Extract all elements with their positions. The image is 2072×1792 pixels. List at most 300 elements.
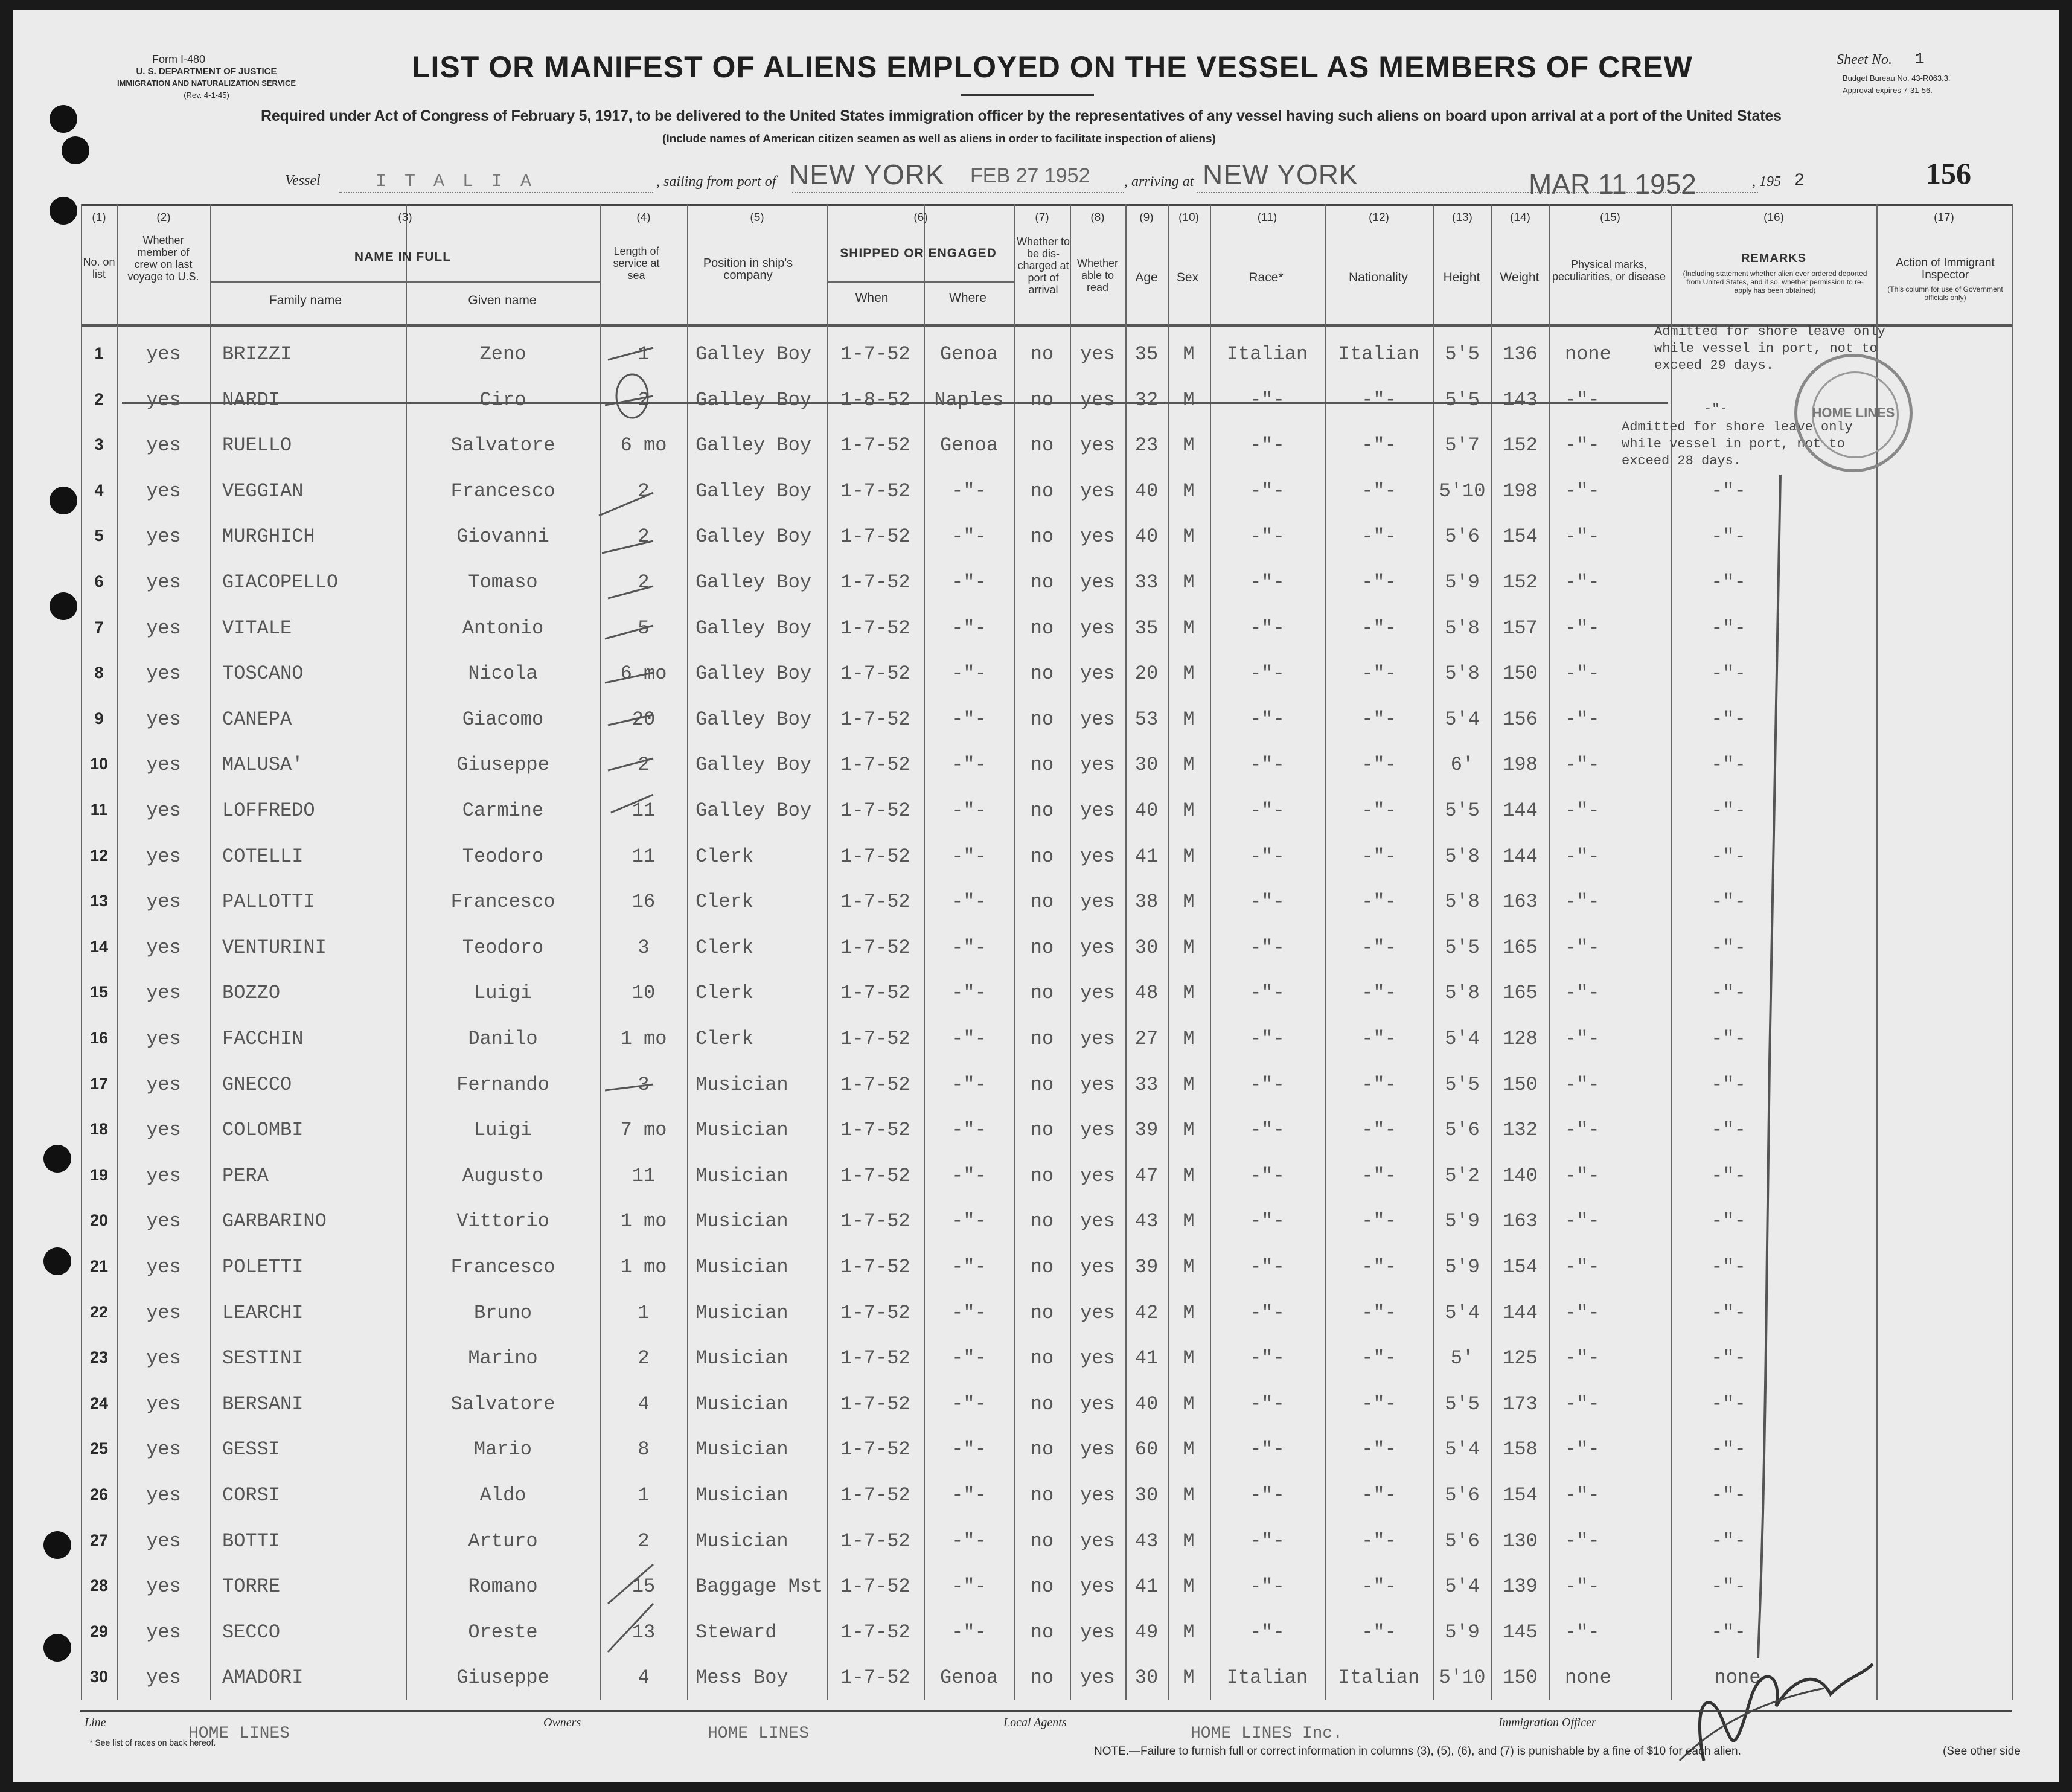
cell-race: -"- xyxy=(1250,1164,1285,1187)
cell-family: GESSI xyxy=(222,1438,281,1461)
cell-where: -"- xyxy=(951,1210,986,1233)
page-number: 156 xyxy=(1926,156,1971,190)
cell-sex: M xyxy=(1183,1347,1195,1370)
cell-nationality: -"- xyxy=(1361,434,1396,457)
cell-discharged: no xyxy=(1030,434,1054,457)
cell-sex: M xyxy=(1183,891,1195,914)
cell-read: yes xyxy=(1080,1484,1115,1506)
cell-remarks: -"- xyxy=(1711,708,1746,731)
cell-nationality: -"- xyxy=(1361,1164,1396,1187)
agency-line: U. S. DEPARTMENT OF JUSTICE xyxy=(136,66,277,77)
cell-age: 53 xyxy=(1134,708,1159,731)
cell-discharged: no xyxy=(1030,982,1054,1005)
cell-length: 11 xyxy=(632,1164,656,1187)
cell-member: yes xyxy=(146,1210,181,1233)
cell-sex: M xyxy=(1183,1575,1195,1598)
cell-weight: 144 xyxy=(1503,1301,1538,1324)
cell-marks: -"- xyxy=(1565,845,1600,868)
cell-discharged: no xyxy=(1030,1621,1054,1643)
row-number: 20 xyxy=(89,1211,109,1230)
cell-weight: 145 xyxy=(1503,1621,1538,1643)
cell-remarks: -"- xyxy=(1711,662,1746,685)
cell-remarks: -"- xyxy=(1711,1438,1746,1461)
cell-position: Galley Boy xyxy=(695,388,812,411)
cell-sex: M xyxy=(1183,1529,1195,1552)
cell-marks: -"- xyxy=(1565,1347,1600,1370)
cell-position: Musician xyxy=(695,1210,788,1233)
cell-remarks: -"- xyxy=(1711,1164,1746,1187)
cell-where: -"- xyxy=(951,1484,986,1506)
cell-height: 5'4 xyxy=(1445,1575,1480,1598)
cell-nationality: -"- xyxy=(1361,525,1396,548)
cell-family: PALLOTTI xyxy=(222,891,315,914)
cell-remarks: -"- xyxy=(1711,1529,1746,1552)
cell-age: 39 xyxy=(1134,1256,1159,1278)
cell-nationality: -"- xyxy=(1361,1256,1396,1278)
cell-weight: 130 xyxy=(1503,1529,1538,1552)
budget-line: Budget Bureau No. 43-R063.3. xyxy=(1843,74,1951,83)
cell-height: 5'5 xyxy=(1445,1073,1480,1096)
col-header-height: Height xyxy=(1443,270,1480,284)
cell-position: Musician xyxy=(695,1256,788,1278)
cell-age: 30 xyxy=(1134,936,1159,959)
manifest-sheet xyxy=(13,10,2059,1782)
cell-when: 1-7-52 xyxy=(840,754,910,776)
cell-family: GARBARINO xyxy=(222,1210,327,1233)
cell-member: yes xyxy=(146,1347,181,1370)
cell-given: Salvatore xyxy=(450,1392,555,1415)
cell-where: -"- xyxy=(951,982,986,1005)
cell-discharged: no xyxy=(1030,799,1054,822)
cell-position: Galley Boy xyxy=(695,525,812,548)
row-number: 7 xyxy=(94,618,104,636)
cell-position: Musician xyxy=(695,1164,788,1187)
cell-nationality: -"- xyxy=(1361,754,1396,776)
row-number: 27 xyxy=(89,1531,109,1549)
cell-marks: -"- xyxy=(1565,1438,1600,1461)
budget-line: Approval expires 7-31-56. xyxy=(1843,86,1933,95)
cell-discharged: no xyxy=(1030,616,1054,639)
cell-position: Galley Boy xyxy=(695,343,812,365)
row-number: 12 xyxy=(89,846,109,865)
cell-family: BOZZO xyxy=(222,982,281,1005)
cell-position: Galley Boy xyxy=(695,479,812,502)
cell-weight: 152 xyxy=(1503,571,1538,594)
cell-height: 5'7 xyxy=(1445,434,1480,457)
cell-nationality: -"- xyxy=(1361,616,1396,639)
column-number: (15) xyxy=(1600,211,1620,224)
cell-discharged: no xyxy=(1030,754,1054,776)
cell-family: PERA xyxy=(222,1164,269,1187)
cell-when: 1-7-52 xyxy=(840,662,910,685)
cell-position: Musician xyxy=(695,1438,788,1461)
row-number: 11 xyxy=(90,801,108,819)
cell-age: 43 xyxy=(1134,1210,1159,1233)
cell-height: 5'5 xyxy=(1445,936,1480,959)
cell-where: -"- xyxy=(951,1028,986,1050)
col-header-name: NAME IN FULL xyxy=(354,250,452,264)
cell-height: 5'6 xyxy=(1445,1484,1480,1506)
cell-read: yes xyxy=(1080,525,1115,548)
cell-where: Genoa xyxy=(939,343,998,365)
cell-length: 3 xyxy=(638,936,650,959)
cell-family: VEGGIAN xyxy=(222,479,304,502)
cell-member: yes xyxy=(146,936,181,959)
cell-where: Naples xyxy=(934,388,1004,411)
cell-read: yes xyxy=(1080,1301,1115,1324)
cell-length: 4 xyxy=(638,1392,650,1415)
cell-family: VITALE xyxy=(222,616,292,639)
cell-sex: M xyxy=(1183,1301,1195,1324)
cell-sex: M xyxy=(1183,1164,1195,1187)
cell-read: yes xyxy=(1080,662,1115,685)
col-header-physical: Physical marks, peculiarities, or disease xyxy=(1552,258,1666,283)
cell-where: -"- xyxy=(951,1347,986,1370)
cell-race: -"- xyxy=(1250,571,1285,594)
sailing-label: , sailing from port of xyxy=(656,174,776,190)
cell-read: yes xyxy=(1080,1210,1115,1233)
cell-race: -"- xyxy=(1250,799,1285,822)
cell-member: yes xyxy=(146,1575,181,1598)
cell-discharged: no xyxy=(1030,1073,1054,1096)
cell-height: 5'4 xyxy=(1445,1301,1480,1324)
cell-nationality: -"- xyxy=(1361,1392,1396,1415)
cell-race: -"- xyxy=(1250,1347,1285,1370)
cell-nationality: Italian xyxy=(1338,343,1420,365)
year-value: 2 xyxy=(1794,171,1805,190)
cell-when: 1-8-52 xyxy=(840,388,910,411)
column-number: (2) xyxy=(156,211,171,224)
cell-given: Francesco xyxy=(450,1256,555,1278)
cell-nationality: -"- xyxy=(1361,1575,1396,1598)
cell-age: 27 xyxy=(1134,1028,1159,1050)
cell-discharged: no xyxy=(1030,1210,1054,1233)
cell-family: COTELLI xyxy=(222,845,304,868)
cell-family: COLOMBI xyxy=(222,1119,304,1142)
cell-remarks: -"- xyxy=(1711,754,1746,776)
cell-nationality: -"- xyxy=(1361,982,1396,1005)
remarks-note-shore-leave: Admitted for shore leave only while vessel in port, not to exceed 28 days. xyxy=(1622,420,1853,469)
cell-remarks: -"- xyxy=(1711,982,1746,1005)
pencil-mark xyxy=(13,10,2059,1782)
column-number: (8) xyxy=(1090,211,1105,224)
cell-remarks: none xyxy=(1714,1666,1761,1689)
cell-given: Francesco xyxy=(450,891,555,914)
cell-height: 5'4 xyxy=(1445,708,1480,731)
col-header-member: Whether member of crew on last voyage to U.S. xyxy=(127,234,199,283)
cell-when: 1-7-52 xyxy=(840,1575,910,1598)
col-header-remarks: REMARKS xyxy=(1741,252,1807,265)
cell-discharged: no xyxy=(1030,891,1054,914)
cell-given: Zeno xyxy=(479,343,526,365)
cell-when: 1-7-52 xyxy=(840,1210,910,1233)
cell-weight: 163 xyxy=(1503,891,1538,914)
cell-weight: 198 xyxy=(1503,754,1538,776)
col-header-where: Where xyxy=(949,291,986,305)
cell-marks: -"- xyxy=(1565,1164,1600,1187)
cell-read: yes xyxy=(1080,1575,1115,1598)
cell-marks: -"- xyxy=(1565,754,1600,776)
cell-length: 1 xyxy=(638,343,650,365)
cell-marks: -"- xyxy=(1565,1073,1600,1096)
cell-race: -"- xyxy=(1250,891,1285,914)
cell-member: yes xyxy=(146,1164,181,1187)
cell-remarks: -"- xyxy=(1711,1575,1746,1598)
home-lines-seal-text: HOME LINES xyxy=(1812,405,1895,420)
cell-position: Galley Boy xyxy=(695,754,812,776)
cell-member: yes xyxy=(146,1256,181,1278)
cell-height: 5'5 xyxy=(1445,799,1480,822)
cell-read: yes xyxy=(1080,388,1115,411)
cell-age: 39 xyxy=(1134,1119,1159,1142)
cell-discharged: no xyxy=(1030,1392,1054,1415)
cell-marks: -"- xyxy=(1565,936,1600,959)
cell-when: 1-7-52 xyxy=(840,1347,910,1370)
cell-race: -"- xyxy=(1250,1484,1285,1506)
cell-remarks: -"- xyxy=(1711,571,1746,594)
cell-nationality: -"- xyxy=(1361,1438,1396,1461)
cell-discharged: no xyxy=(1030,388,1054,411)
cell-length: 2 xyxy=(638,388,650,411)
cell-where: -"- xyxy=(951,1073,986,1096)
cell-family: SESTINI xyxy=(222,1347,304,1370)
cell-when: 1-7-52 xyxy=(840,708,910,731)
cell-length: 7 mo xyxy=(620,1119,667,1142)
cell-position: Clerk xyxy=(695,936,754,959)
cell-given: Luigi xyxy=(473,982,532,1005)
cell-read: yes xyxy=(1080,1164,1115,1187)
row-number: 25 xyxy=(89,1439,109,1458)
cell-remarks: -"- xyxy=(1711,845,1746,868)
cell-sex: M xyxy=(1183,434,1195,457)
sailing-port-stamp: NEW YORK xyxy=(789,159,945,190)
cell-given: Vittorio xyxy=(456,1210,549,1233)
cell-where: -"- xyxy=(951,662,986,685)
cell-sex: M xyxy=(1183,1666,1195,1689)
cell-remarks: -"- xyxy=(1711,1073,1746,1096)
column-number: (5) xyxy=(750,211,764,224)
cell-marks: -"- xyxy=(1565,1119,1600,1142)
cell-length: 1 mo xyxy=(620,1256,667,1278)
cell-nationality: -"- xyxy=(1361,799,1396,822)
cell-weight: 132 xyxy=(1503,1119,1538,1142)
cell-member: yes xyxy=(146,616,181,639)
cell-sex: M xyxy=(1183,662,1195,685)
cell-age: 47 xyxy=(1134,1164,1159,1187)
cell-family: POLETTI xyxy=(222,1256,304,1278)
cell-where: -"- xyxy=(951,1119,986,1142)
cell-position: Clerk xyxy=(695,891,754,914)
row-number: 17 xyxy=(89,1074,109,1093)
cell-when: 1-7-52 xyxy=(840,1666,910,1689)
cell-marks: -"- xyxy=(1565,1028,1600,1050)
cell-member: yes xyxy=(146,1119,181,1142)
cell-sex: M xyxy=(1183,982,1195,1005)
cell-discharged: no xyxy=(1030,708,1054,731)
column-number: (13) xyxy=(1452,211,1472,224)
subtitle-note: (Include names of American citizen seamen as well as aliens in order to facilitate inspection of aliens) xyxy=(662,133,1216,146)
cell-when: 1-7-52 xyxy=(840,891,910,914)
cell-given: Oreste xyxy=(468,1621,538,1643)
cell-marks: -"- xyxy=(1565,1529,1600,1552)
cell-height: 5'9 xyxy=(1445,1210,1480,1233)
cell-sex: M xyxy=(1183,1484,1195,1506)
cell-family: SECCO xyxy=(222,1621,281,1643)
cell-sex: M xyxy=(1183,1392,1195,1415)
cell-race: -"- xyxy=(1250,1256,1285,1278)
row-number: 29 xyxy=(89,1622,109,1640)
cell-race: -"- xyxy=(1250,1621,1285,1643)
cell-length: 1 xyxy=(638,1301,650,1324)
cell-sex: M xyxy=(1183,1621,1195,1643)
col-header-no: No. on list xyxy=(83,256,115,280)
cell-member: yes xyxy=(146,891,181,914)
cell-sex: M xyxy=(1183,754,1195,776)
arrival-date-stamp: MAR 11 1952 xyxy=(1529,168,1696,200)
cell-discharged: no xyxy=(1030,525,1054,548)
cell-race: -"- xyxy=(1250,845,1285,868)
cell-height: 5'9 xyxy=(1445,571,1480,594)
cell-where: -"- xyxy=(951,525,986,548)
cell-position: Galley Boy xyxy=(695,434,812,457)
col-header-sex: Sex xyxy=(1176,270,1199,284)
row-number: 16 xyxy=(89,1029,109,1047)
cell-age: 33 xyxy=(1134,571,1159,594)
cell-when: 1-7-52 xyxy=(840,799,910,822)
cell-nationality: -"- xyxy=(1361,1484,1396,1506)
cell-length: 20 xyxy=(632,708,656,731)
footer-owners-value: HOME LINES xyxy=(708,1724,810,1743)
cell-sex: M xyxy=(1183,708,1195,731)
row-number: 9 xyxy=(94,709,104,728)
cell-given: Augusto xyxy=(462,1164,544,1187)
cell-read: yes xyxy=(1080,1073,1115,1096)
cell-where: -"- xyxy=(951,1438,986,1461)
cell-read: yes xyxy=(1080,479,1115,502)
cell-position: Clerk xyxy=(695,845,754,868)
cell-sex: M xyxy=(1183,799,1195,822)
column-number: (6) xyxy=(913,211,928,224)
cell-marks: -"- xyxy=(1565,616,1600,639)
cell-member: yes xyxy=(146,1621,181,1643)
cell-read: yes xyxy=(1080,571,1115,594)
cell-nationality: -"- xyxy=(1361,891,1396,914)
cell-race: -"- xyxy=(1250,434,1285,457)
cell-sex: M xyxy=(1183,479,1195,502)
cell-age: 42 xyxy=(1134,1301,1159,1324)
cell-sex: M xyxy=(1183,936,1195,959)
vessel-label: Vessel xyxy=(285,173,321,188)
cell-discharged: no xyxy=(1030,479,1054,502)
cell-where: -"- xyxy=(951,1575,986,1598)
cell-member: yes xyxy=(146,1484,181,1506)
cell-member: yes xyxy=(146,1301,181,1324)
cell-member: yes xyxy=(146,708,181,731)
cell-given: Antonio xyxy=(462,616,544,639)
row-number: 4 xyxy=(94,481,104,499)
cell-read: yes xyxy=(1080,799,1115,822)
cell-marks: none xyxy=(1565,343,1611,365)
cell-given: Salvatore xyxy=(450,434,555,457)
column-number: (4) xyxy=(636,211,651,224)
cell-given: Nicola xyxy=(468,662,538,685)
column-number: (9) xyxy=(1139,211,1154,224)
cell-weight: 154 xyxy=(1503,1484,1538,1506)
cell-height: 5'9 xyxy=(1445,1256,1480,1278)
cell-family: RUELLO xyxy=(222,434,292,457)
arriving-label: , arriving at xyxy=(1124,174,1194,190)
cell-remarks: -"- xyxy=(1711,1119,1746,1142)
cell-discharged: no xyxy=(1030,1256,1054,1278)
cell-marks: -"- xyxy=(1565,1392,1600,1415)
row-number: 8 xyxy=(94,664,104,682)
cell-position: Clerk xyxy=(695,1028,754,1050)
cell-race: -"- xyxy=(1250,1028,1285,1050)
cell-length: 6 mo xyxy=(620,434,667,457)
cell-where: -"- xyxy=(951,1164,986,1187)
cell-where: -"- xyxy=(951,754,986,776)
col-header-nationality: Nationality xyxy=(1348,270,1409,284)
cell-read: yes xyxy=(1080,982,1115,1005)
cell-height: 5'4 xyxy=(1445,1438,1480,1461)
cell-age: 43 xyxy=(1134,1529,1159,1552)
cell-member: yes xyxy=(146,1073,181,1096)
cell-when: 1-7-52 xyxy=(840,434,910,457)
cell-when: 1-7-52 xyxy=(840,616,910,639)
cell-where: -"- xyxy=(951,571,986,594)
column-number: (1) xyxy=(92,211,106,224)
cell-member: yes xyxy=(146,434,181,457)
cell-weight: 158 xyxy=(1503,1438,1538,1461)
cell-weight: 150 xyxy=(1503,1666,1538,1689)
cell-member: yes xyxy=(146,343,181,365)
cell-length: 11 xyxy=(632,845,656,868)
cell-age: 40 xyxy=(1134,479,1159,502)
cell-weight: 136 xyxy=(1503,343,1538,365)
cell-position: Musician xyxy=(695,1073,788,1096)
year-label: , 195 xyxy=(1752,174,1781,190)
cell-sex: M xyxy=(1183,388,1195,411)
cell-race: -"- xyxy=(1250,1073,1285,1096)
cell-race: -"- xyxy=(1250,1210,1285,1233)
sheet-number-label: Sheet No. xyxy=(1837,52,1892,68)
cell-remarks: -"- xyxy=(1711,1484,1746,1506)
cell-discharged: no xyxy=(1030,1666,1054,1689)
cell-weight: 173 xyxy=(1503,1392,1538,1415)
cell-read: yes xyxy=(1080,754,1115,776)
cell-race: -"- xyxy=(1250,1575,1285,1598)
cell-race: -"- xyxy=(1250,479,1285,502)
cell-nationality: -"- xyxy=(1361,1347,1396,1370)
cell-family: LOFFREDO xyxy=(222,799,315,822)
cell-given: Teodoro xyxy=(462,936,544,959)
cell-member: yes xyxy=(146,1438,181,1461)
cell-discharged: no xyxy=(1030,1301,1054,1324)
cell-length: 3 xyxy=(638,1073,650,1096)
cell-where: -"- xyxy=(951,1256,986,1278)
cell-position: Musician xyxy=(695,1347,788,1370)
cell-remarks: -"- xyxy=(1711,479,1746,502)
row-number: 3 xyxy=(94,435,104,454)
cell-length: 6 mo xyxy=(620,662,667,685)
cell-length: 2 xyxy=(638,1529,650,1552)
col-header-action-note: (This column for use of Government officials only) xyxy=(1887,285,2003,302)
cell-family: BRIZZI xyxy=(222,343,292,365)
cell-given: Giacomo xyxy=(462,708,544,731)
cell-height: 5' xyxy=(1450,1347,1474,1370)
cell-position: Baggage Mst xyxy=(695,1575,823,1598)
cell-height: 5'5 xyxy=(1445,343,1480,365)
